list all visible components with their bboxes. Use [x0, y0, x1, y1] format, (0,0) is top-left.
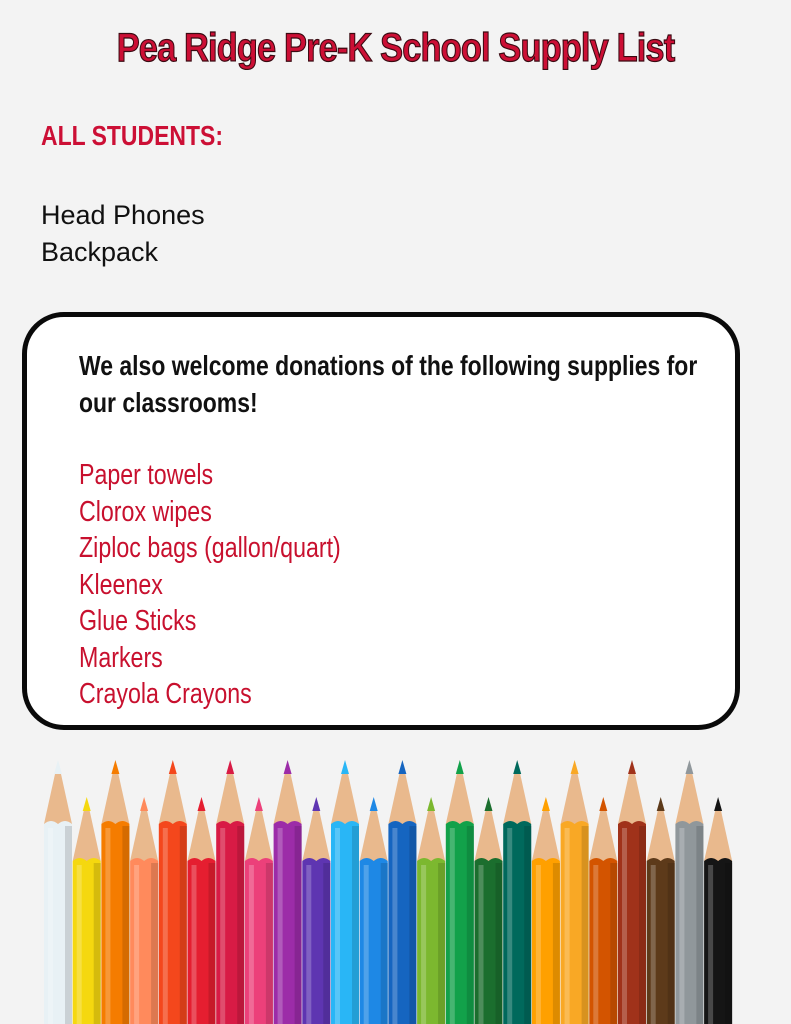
list-item: Glue Sticks [79, 605, 197, 637]
pencil [647, 797, 675, 1024]
pencil [331, 760, 359, 1024]
all-students-list [41, 197, 205, 271]
pencil [302, 797, 330, 1024]
pencil [216, 760, 244, 1024]
pencil [73, 797, 101, 1024]
pencil [44, 760, 72, 1024]
pencil [274, 760, 302, 1024]
pencil [388, 760, 416, 1024]
list-item: Head Phones [41, 200, 205, 230]
list-item: Clorox wipes [79, 495, 212, 528]
colored-pencils-image [0, 752, 791, 1024]
donation-box [22, 312, 740, 730]
pencil [561, 760, 589, 1024]
list-item: Kleenex [79, 568, 163, 601]
list-item: Ziploc bags (gallon/quart) [79, 532, 341, 564]
all-students-heading: ALL STUDENTS: [41, 120, 223, 151]
page-title: Pea Ridge Pre-K School Supply List [116, 26, 675, 70]
pencil [618, 760, 646, 1024]
pencil [159, 760, 187, 1024]
pencil [245, 797, 273, 1024]
list-item: Paper towels [79, 459, 214, 491]
pencil [130, 797, 158, 1024]
pencil [101, 760, 129, 1024]
pencil [704, 797, 732, 1024]
list-item: Crayola Crayons [79, 678, 252, 710]
pencil [675, 760, 703, 1024]
donation-list [79, 457, 341, 713]
pencil [188, 797, 216, 1024]
pencil [360, 797, 388, 1024]
pencil [475, 797, 503, 1024]
list-item: Backpack [41, 237, 159, 267]
list-item: Markers [79, 641, 163, 674]
pencil [503, 760, 531, 1024]
donation-intro: We also welcome donations of the following supplies for our classrooms! [79, 350, 698, 418]
pencil [532, 797, 560, 1024]
pencil [417, 797, 445, 1024]
pencil [446, 760, 474, 1024]
pencil [589, 797, 617, 1024]
